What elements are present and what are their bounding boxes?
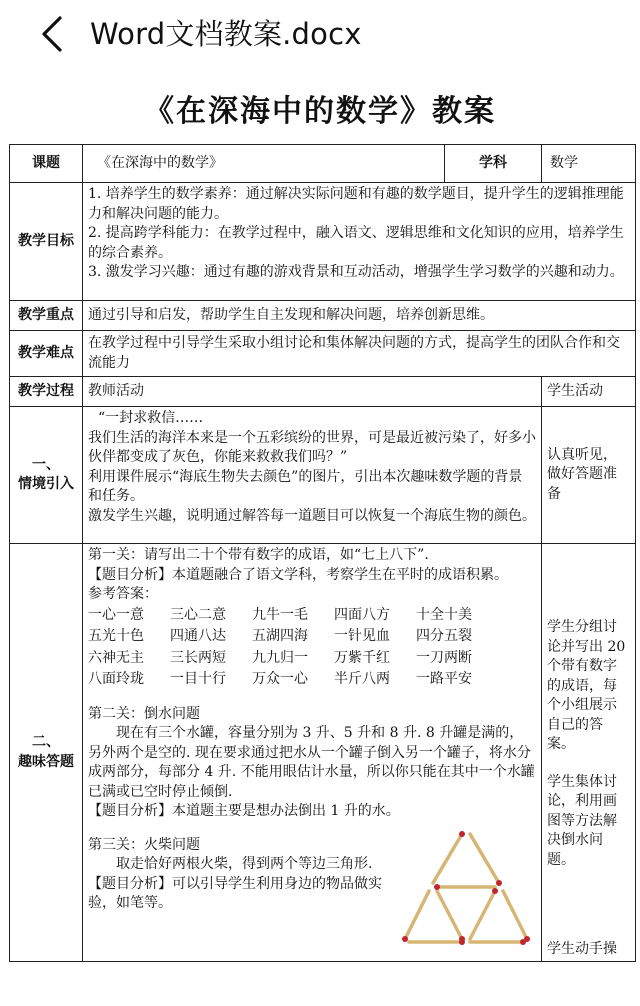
goal-item: 2. 提高跨学科能力：在教学过程中，融入语文、逻辑思维和文化知识的应用，培养学生的综合素养。 bbox=[88, 225, 624, 261]
idiom: 一路平安 bbox=[416, 671, 472, 687]
label-topic: 课题 bbox=[10, 145, 83, 183]
teacher-activity-header: 教师活动 bbox=[83, 377, 542, 407]
topic-value: 《在深海中的数学》 bbox=[83, 145, 445, 183]
section-1-content bbox=[83, 407, 542, 544]
label-section-2 bbox=[10, 544, 83, 962]
intro-para: 我们生活的海洋本来是一个五彩缤纷的世界，可是最近被污染了，好多小伙伴都变成了灰色，你能来救救我们吗？” bbox=[88, 429, 536, 465]
goal-item: 3. 激发学习兴趣：通过有趣的游戏背景和互动活动，增强学生学习数学的兴趣和动力。 bbox=[88, 264, 624, 280]
goal-item: 1. 培养学生的数学素养：通过解决实际问题和有趣的数学题目，提升学生的逻辑推理能力和解决问题的能力。 bbox=[88, 186, 624, 222]
level3-title: 第三关：火柴问题 bbox=[88, 836, 200, 853]
idiom: 九牛一毛 bbox=[252, 606, 308, 623]
idiom: 一心一意 bbox=[88, 606, 144, 623]
idiom: 九九归一 bbox=[252, 649, 308, 666]
level1-task: 第一关：请写出二十个带有数字的成语，如“七上八下”. bbox=[88, 547, 429, 563]
level2-title: 第二关：倒水问题 bbox=[88, 705, 200, 722]
idiom: 四分五裂 bbox=[416, 628, 472, 644]
idiom: 十全十美 bbox=[416, 606, 472, 623]
student-note-idioms: 学生分组讨论并写出 20 个带有数字的成语，每个小组展示自己的答案。 bbox=[547, 619, 626, 752]
student-note-match: 学生动手操 bbox=[547, 940, 617, 957]
section-2-student bbox=[542, 544, 636, 962]
idiom: 五湖四海 bbox=[252, 628, 308, 644]
label-difficulty: 教学难点 bbox=[10, 331, 83, 377]
idiom-grid bbox=[88, 606, 536, 690]
intro-para: 利用课件展示“海底生物失去颜色”的图片，引出本次趣味数学题的背景和任务。 bbox=[88, 468, 523, 504]
label-goals: 教学目标 bbox=[10, 183, 83, 301]
lesson-plan-table bbox=[9, 144, 636, 962]
intro-para: “一封求救信…… bbox=[98, 410, 204, 426]
idiom: 三长两短 bbox=[170, 649, 226, 666]
section-2-number: 二、 bbox=[32, 734, 60, 750]
section-2-content bbox=[83, 544, 542, 962]
level2-body: 现在有三个水罐，容量分别为 3 升、5 升和 8 升. 8 升罐是满的，另外两个是空的. 现在要求通过把水从一个罐子倒入另一个罐子，将水分成两部分，每部分 4 升. 不能用眼估计水量，所以你只能在其中一个水罐已满或已空时停止倾倒. bbox=[88, 725, 535, 800]
section-2-name: 趣味答题 bbox=[18, 753, 74, 770]
intro-para: 激发学生兴趣，说明通过解答每一道题目可以恢复一个海底生物的颜色。 bbox=[88, 507, 536, 524]
matchstick-triangles-figure bbox=[401, 828, 531, 948]
label-section-1 bbox=[10, 407, 83, 544]
level1-analysis: 【题目分析】本道题融合了语文学科，考察学生在平时的成语积累。 bbox=[88, 566, 508, 583]
idiom: 四面八方 bbox=[334, 606, 390, 623]
idiom: 一目十行 bbox=[170, 671, 226, 687]
idiom: 万众一心 bbox=[252, 671, 308, 687]
document-filename: Word文档教案.docx bbox=[90, 17, 362, 51]
level1-ref: 参考答案： bbox=[88, 586, 158, 602]
chevron-left-icon[interactable] bbox=[36, 14, 70, 54]
app-header bbox=[0, 0, 640, 70]
idiom: 六神无主 bbox=[88, 649, 144, 666]
student-activity-header: 学生活动 bbox=[542, 377, 636, 407]
section-1-name: 情境引入 bbox=[18, 476, 74, 492]
level3-body: 取走恰好两根火柴，得到两个等边三角形. bbox=[116, 856, 373, 872]
idiom: 一针见血 bbox=[334, 628, 390, 644]
section-1-student: 认真听见，做好答题准备 bbox=[542, 407, 636, 544]
label-key-point: 教学重点 bbox=[10, 301, 83, 331]
student-note-water: 学生集体讨论，利用画图等方法解决倒水问题。 bbox=[547, 773, 617, 868]
difficulty-text: 在教学过程中引导学生采取小组讨论和集体解决问题的方式，提高学生的团队合作和交流能力 bbox=[83, 331, 636, 377]
label-process: 教学过程 bbox=[10, 377, 83, 407]
label-subject: 学科 bbox=[445, 145, 542, 183]
section-1-number: 一、 bbox=[32, 456, 60, 473]
key-point-text: 通过引导和启发，帮助学生自主发现和解决问题，培养创新思维。 bbox=[83, 301, 636, 331]
level2-analysis: 【题目分析】本道题主要是想办法倒出 1 升的水。 bbox=[88, 803, 400, 819]
doc-title: 《在深海中的数学》教案 bbox=[144, 94, 496, 129]
goals-content bbox=[83, 183, 636, 301]
idiom: 四通八达 bbox=[170, 628, 226, 644]
idiom: 一刀两断 bbox=[416, 649, 472, 666]
subject-value: 数学 bbox=[542, 145, 636, 183]
idiom: 半斤八两 bbox=[334, 671, 390, 687]
idiom: 五光十色 bbox=[88, 628, 144, 644]
idiom: 三心二意 bbox=[170, 606, 226, 623]
idiom: 万紫千红 bbox=[334, 649, 390, 666]
level3-analysis: 【题目分析】可以引导学生利用身边的物品做实验，如笔等。 bbox=[88, 875, 382, 911]
idiom: 八面玲珑 bbox=[88, 671, 144, 687]
